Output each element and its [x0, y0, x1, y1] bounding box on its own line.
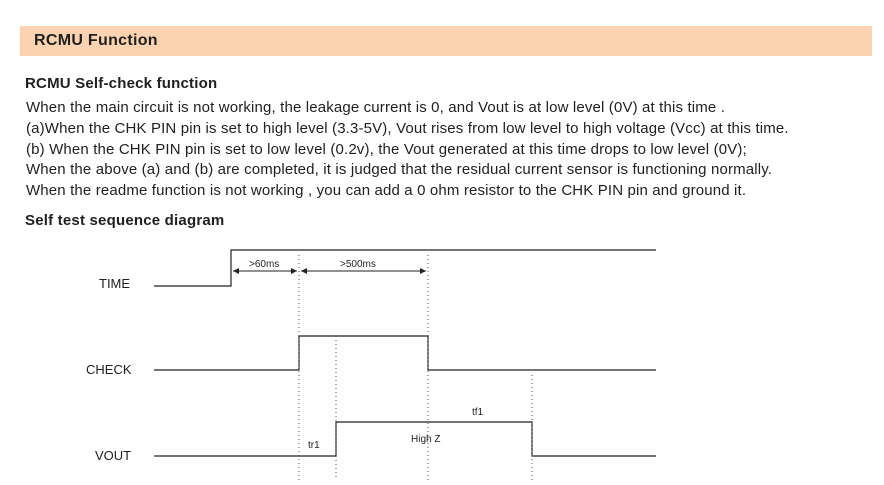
fall-time-label: tf1	[472, 407, 484, 418]
arrow-head	[233, 268, 239, 274]
section-header	[20, 26, 872, 56]
timing-diagram	[0, 230, 884, 485]
description-text	[26, 98, 871, 202]
interval-label-500ms: >500ms	[340, 259, 376, 270]
description-line: (b) When the CHK PIN pin is set to low level (0.2v), the Vout generated at this time drops to low level (0V);	[26, 140, 747, 158]
vout-waveform	[154, 422, 656, 456]
description-line: When the main circuit is not working, the leakage current is 0, and Vout is at low level (0V) at this time .	[26, 99, 726, 116]
high-z-label: High Z	[411, 434, 441, 445]
check-waveform	[154, 336, 656, 370]
rise-time-label: tr1	[308, 440, 320, 451]
description-line: When the readme function is not working , you can add a 0 ohm resistor to the CHK PIN pin and ground it.	[26, 182, 747, 200]
arrow-head	[301, 268, 307, 274]
description-line: (a)When the CHK PIN pin is set to high level (3.3-5V), Vout rises from low level to high voltage (Vcc) at this time.	[26, 119, 789, 137]
self-check-heading: RCMU Self-check function	[25, 75, 218, 92]
time-label: TIME	[99, 276, 131, 291]
description-line: When the above (a) and (b) are completed, it is judged that the residual current sensor is functioning normally.	[26, 161, 773, 179]
interval-label-60ms: >60ms	[249, 259, 280, 270]
vout-label: VOUT	[95, 448, 132, 463]
time-waveform	[154, 250, 656, 286]
check-label: CHECK	[86, 362, 132, 377]
diagram-title: Self test sequence diagram	[25, 212, 225, 229]
section-title: RCMU Function	[34, 32, 158, 49]
arrow-head	[291, 268, 297, 274]
arrow-head	[420, 268, 426, 274]
